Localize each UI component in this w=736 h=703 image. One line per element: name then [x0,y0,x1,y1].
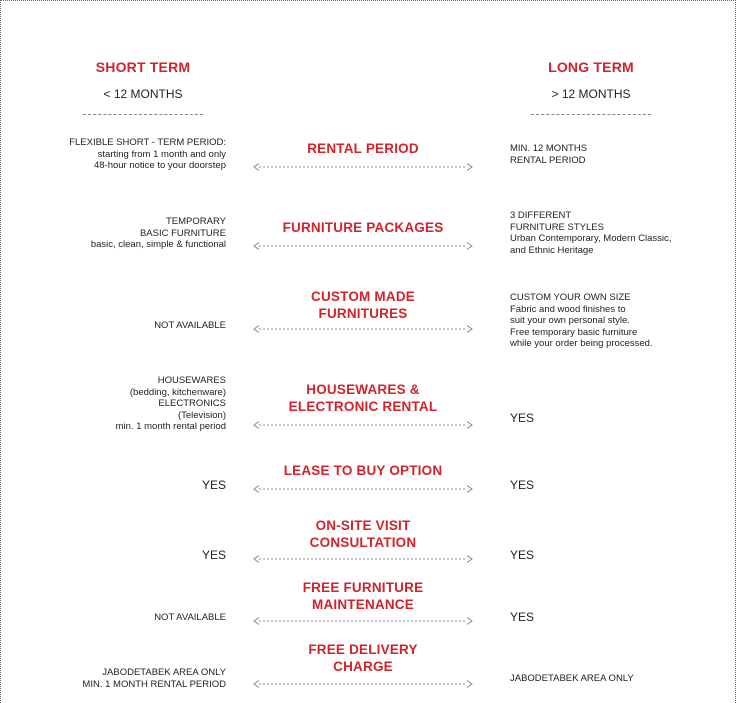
short-term-detail-line: min. 1 month rental period [115,421,226,432]
feature-title-line: FURNITURES [318,305,408,321]
long-term-detail [510,610,725,624]
short-term-detail [26,478,226,492]
feature-title [255,642,471,675]
feature-title [255,289,471,322]
feature-title [255,518,471,551]
short-term-detail-line: basic, clean, simple & functional [90,239,226,250]
double-arrow-icon [253,484,473,494]
long-term-divider [531,114,651,115]
feature-title-line: CUSTOM MADE [311,289,415,304]
long-term-detail-line: FURNITURE STYLES [510,221,604,233]
long-term-detail-line: 3 DIFFERENT [510,210,572,221]
long-term-header [511,59,671,101]
double-arrow-icon [253,162,473,172]
short-term-detail-line: ELECTRONICS [158,398,226,409]
long-term-detail-line: JABODETABEK AREA ONLY [510,673,634,684]
double-arrow-icon [253,554,473,564]
short-term-detail [26,667,226,690]
short-term-detail [26,137,226,172]
long-term-detail-line: YES [510,548,535,562]
long-term-detail-line: RENTAL PERIOD [510,154,586,166]
long-term-title: LONG TERM [548,59,634,75]
long-term-detail [510,411,725,425]
long-term-detail [510,478,725,492]
short-term-detail [26,548,226,562]
long-term-subtitle: > 12 MONTHS [551,87,631,101]
feature-title-line: FREE DELIVERY [308,642,418,657]
feature-title-line: RENTAL PERIOD [307,141,419,156]
long-term-detail-line: Free temporary basic furniture [510,326,638,338]
short-term-detail-line: TEMPORARY [165,216,226,227]
feature-title-line: LEASE TO BUY OPTION [283,463,443,478]
feature-title-line: ON-SITE VISIT [315,518,411,533]
short-term-subtitle: < 12 MONTHS [103,87,183,101]
feature-title-line: MAINTENANCE [312,596,414,612]
long-term-detail-line: YES [510,478,535,492]
feature-title-line: FREE FURNITURE [302,580,424,595]
feature-title-line: ELECTRONIC RENTAL [288,398,438,414]
double-arrow-icon [253,420,473,430]
short-term-detail [26,216,226,251]
double-arrow-icon [253,324,473,334]
short-term-detail-line: NOT AVAILABLE [154,320,226,331]
feature-title-line: CHARGE [333,658,393,674]
short-term-detail-line: BASIC FURNITURE [139,227,226,239]
long-term-detail-line: YES [510,610,535,624]
feature-title [255,580,471,613]
long-term-detail [510,292,725,350]
short-term-detail-line: YES [201,478,226,492]
feature-title-line: HOUSEWARES & [306,382,420,397]
short-term-title: SHORT TERM [95,59,191,75]
long-term-detail-line: while your order being processed. [510,338,653,349]
short-term-detail [26,612,226,624]
short-term-detail-line: (bedding, kitchenware) [129,386,226,398]
long-term-detail [510,673,725,685]
feature-title-line: CONSULTATION [309,534,417,550]
feature-title [255,220,471,237]
long-term-detail-line: Urban Contemporary, Modern Classic, [510,233,672,244]
feature-title [255,382,471,415]
short-term-detail [26,320,226,332]
short-term-detail-line: starting from 1 month and only [97,148,226,160]
feature-title [255,463,471,480]
short-term-header [63,59,223,101]
short-term-detail-line: MIN. 1 MONTH RENTAL PERIOD [82,678,226,690]
short-term-detail-line: JABODETABEK AREA ONLY [102,667,226,678]
double-arrow-icon [253,241,473,251]
long-term-detail-line: MIN. 12 MONTHS [510,143,588,154]
short-term-detail-line: FLEXIBLE SHORT - TERM PERIOD: [69,137,226,148]
long-term-detail-line: Fabric and wood finishes to [510,303,626,315]
long-term-detail-line: and Ethnic Heritage [510,244,594,256]
short-term-detail [26,375,226,433]
long-term-detail [510,210,725,256]
short-term-detail-line: (Television) [177,409,226,421]
long-term-detail [510,548,725,562]
short-term-detail-line: 48-hour notice to your doorstep [93,160,226,171]
long-term-detail-line: CUSTOM YOUR OWN SIZE [510,292,631,303]
feature-title [255,141,471,158]
double-arrow-icon [253,616,473,626]
long-term-detail-line: suit your own personal style. [510,315,630,326]
short-term-detail-line: NOT AVAILABLE [154,612,226,623]
long-term-detail-line: YES [510,411,535,425]
long-term-detail [510,143,725,166]
feature-title-line: FURNITURE PACKAGES [282,220,444,235]
short-term-divider [83,114,203,115]
short-term-detail-line: HOUSEWARES [157,375,226,386]
short-term-detail-line: YES [201,548,226,562]
double-arrow-icon [253,679,473,689]
